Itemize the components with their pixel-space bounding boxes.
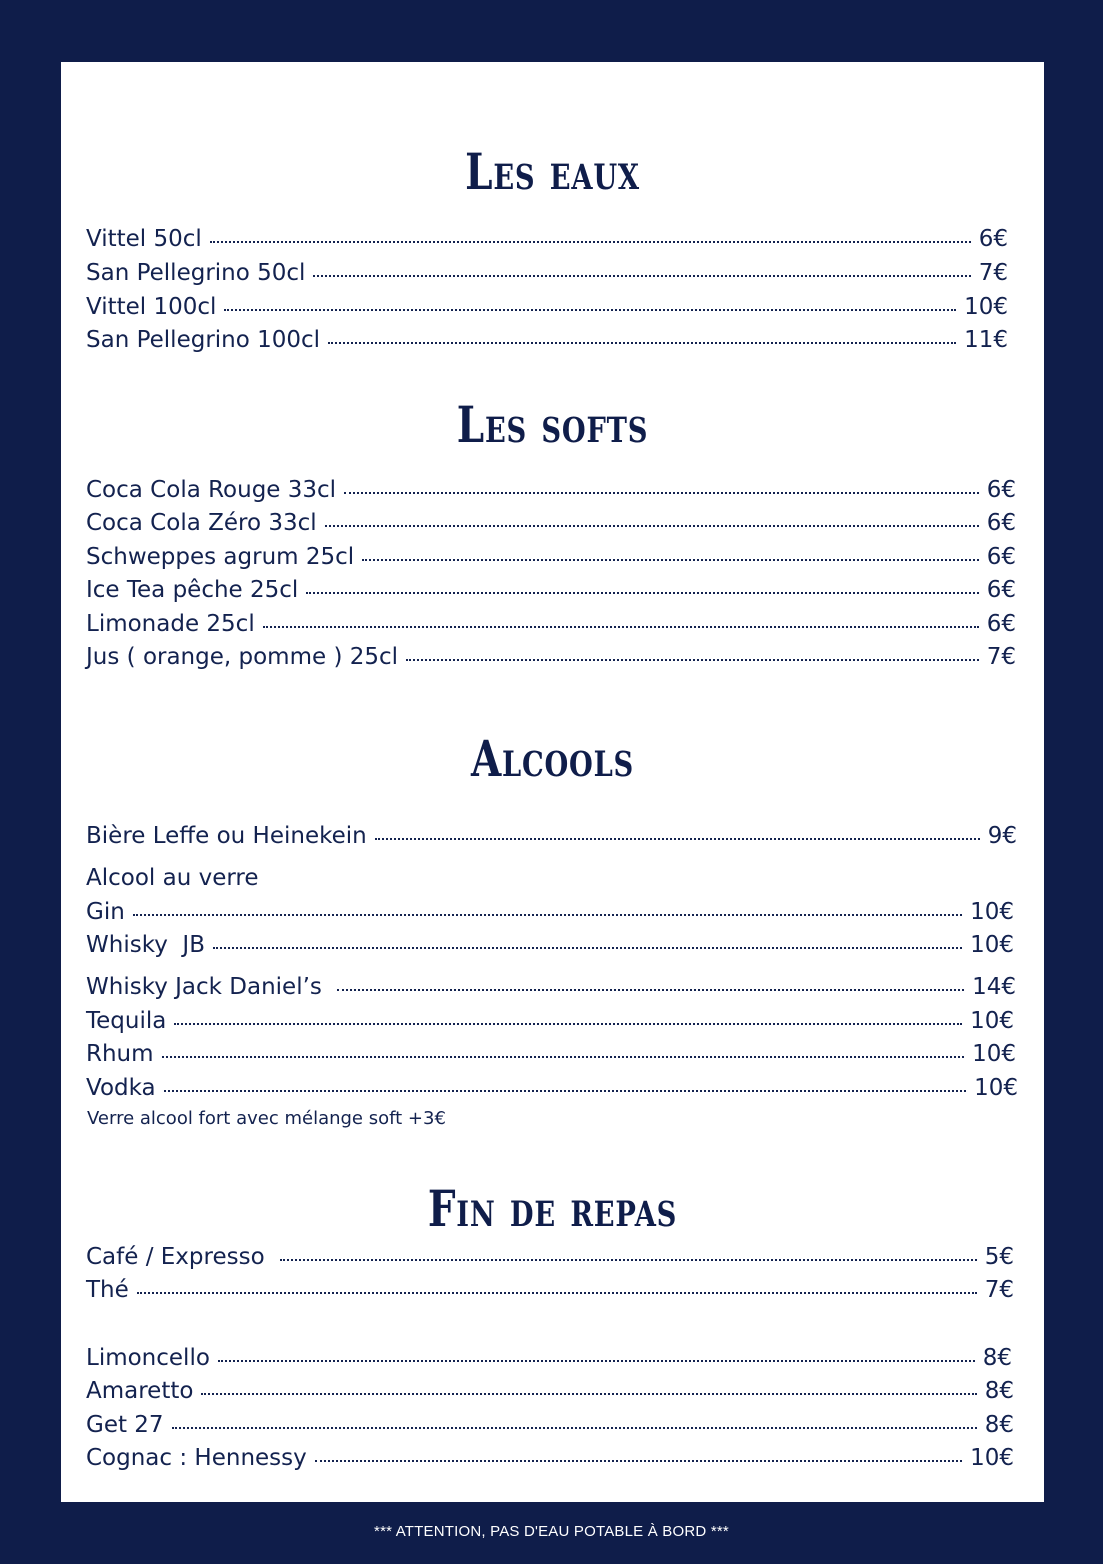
mixer-note: Verre alcool fort avec mélange soft +3€ (87, 1108, 446, 1129)
item-price: 6€ (986, 477, 1016, 503)
dot-leader (213, 947, 962, 949)
footer-warning: *** ATTENTION, PAS D'EAU POTABLE À BORD *** (374, 1523, 729, 1540)
menu-item (86, 542, 1016, 572)
section-title-alcools: Alcools (470, 729, 635, 788)
menu-item (86, 575, 1016, 605)
dot-leader (375, 838, 980, 840)
menu-item (86, 642, 1016, 672)
item-name: Café / Expresso (86, 1244, 272, 1270)
dot-leader (174, 1023, 962, 1025)
item-price: 7€ (978, 260, 1008, 286)
menu-item (86, 930, 1014, 960)
item-price: 7€ (984, 1277, 1014, 1303)
item-name: Tequila (86, 1008, 167, 1034)
menu-item (86, 475, 1016, 505)
menu-item (86, 508, 1016, 538)
dot-leader (315, 1460, 962, 1462)
item-price: 10€ (970, 899, 1014, 925)
item-name: Limonade 25cl (86, 611, 255, 637)
item-price: 6€ (978, 226, 1008, 252)
dot-leader (133, 914, 962, 916)
item-name: Vittel 100cl (86, 294, 217, 320)
item-price: 6€ (986, 544, 1016, 570)
dot-leader (362, 559, 979, 561)
item-name: Gin (86, 899, 125, 925)
dot-leader (201, 1393, 976, 1395)
item-name: Amaretto (86, 1378, 194, 1404)
menu-item (86, 609, 1016, 639)
item-price: 10€ (970, 1445, 1014, 1471)
item-price: 6€ (986, 510, 1016, 536)
menu-item (86, 1275, 1014, 1305)
item-price: 10€ (970, 932, 1014, 958)
item-name: Thé (86, 1277, 129, 1303)
item-name: Rhum (86, 1041, 154, 1067)
menu-item (86, 292, 1008, 322)
item-name: San Pellegrino 100cl (86, 327, 321, 353)
section-title-eaux: Les eaux (465, 142, 640, 201)
subheading-alcool-au-verre: Alcool au verre (86, 865, 259, 891)
item-price: 14€ (972, 974, 1016, 1000)
item-name: Coca Cola Zéro 33cl (86, 510, 317, 536)
item-name: Ice Tea pêche 25cl (86, 577, 299, 603)
item-price: 9€ (987, 823, 1017, 849)
item-price: 6€ (986, 611, 1016, 637)
item-price: 7€ (986, 644, 1016, 670)
dot-leader (162, 1056, 965, 1058)
dot-leader (280, 1259, 977, 1261)
menu-item (86, 897, 1014, 927)
dot-leader (337, 989, 964, 991)
item-name: Whisky Jack Daniel’s (86, 974, 330, 1000)
item-price: 8€ (984, 1378, 1014, 1404)
section-title-fin-de-repas: Fin de repas (427, 1179, 678, 1238)
dot-leader (344, 492, 979, 494)
item-name: Bière Leffe ou Heinekein (86, 823, 367, 849)
item-price: 10€ (964, 294, 1008, 320)
menu-item (86, 1343, 1012, 1373)
menu-item (86, 1443, 1014, 1473)
menu-item (86, 1073, 1018, 1103)
item-name: Jus ( orange, pomme ) 25cl (86, 644, 399, 670)
dot-leader (306, 592, 978, 594)
item-price: 8€ (984, 1412, 1014, 1438)
item-name: Vittel 50cl (86, 226, 202, 252)
item-name: Cognac : Hennessy (86, 1445, 307, 1471)
item-name: Coca Cola Rouge 33cl (86, 477, 337, 503)
section-title-softs: Les softs (456, 395, 649, 454)
menu-item (86, 821, 1017, 851)
menu-item (86, 258, 1008, 288)
item-price: 11€ (964, 327, 1008, 353)
dot-leader (218, 1360, 975, 1362)
dot-leader (224, 309, 956, 311)
dot-leader (164, 1090, 966, 1092)
menu-item (86, 325, 1008, 355)
menu-item (86, 972, 1016, 1002)
item-name: Whisky JB (86, 932, 205, 958)
dot-leader (325, 525, 979, 527)
dot-leader (137, 1292, 977, 1294)
menu-item (86, 1376, 1014, 1406)
item-name: Vodka (86, 1075, 156, 1101)
dot-leader (172, 1427, 977, 1429)
item-price: 10€ (974, 1075, 1018, 1101)
item-price: 10€ (972, 1041, 1016, 1067)
item-name: Limoncello (86, 1345, 210, 1371)
item-price: 10€ (970, 1008, 1014, 1034)
menu-item (86, 1006, 1014, 1036)
item-name: Schweppes agrum 25cl (86, 544, 355, 570)
item-name: San Pellegrino 50cl (86, 260, 306, 286)
menu-item (86, 1039, 1016, 1069)
menu-item (86, 1242, 1014, 1272)
menu-item (86, 224, 1008, 254)
dot-leader (313, 275, 970, 277)
dot-leader (328, 342, 956, 344)
menu-item (86, 1410, 1014, 1440)
item-price: 6€ (986, 577, 1016, 603)
dot-leader (263, 626, 979, 628)
dot-leader (210, 241, 971, 243)
menu-card (61, 62, 1044, 1502)
dot-leader (406, 659, 979, 661)
item-name: Get 27 (86, 1412, 164, 1438)
item-price: 5€ (984, 1244, 1014, 1270)
item-price: 8€ (982, 1345, 1012, 1371)
